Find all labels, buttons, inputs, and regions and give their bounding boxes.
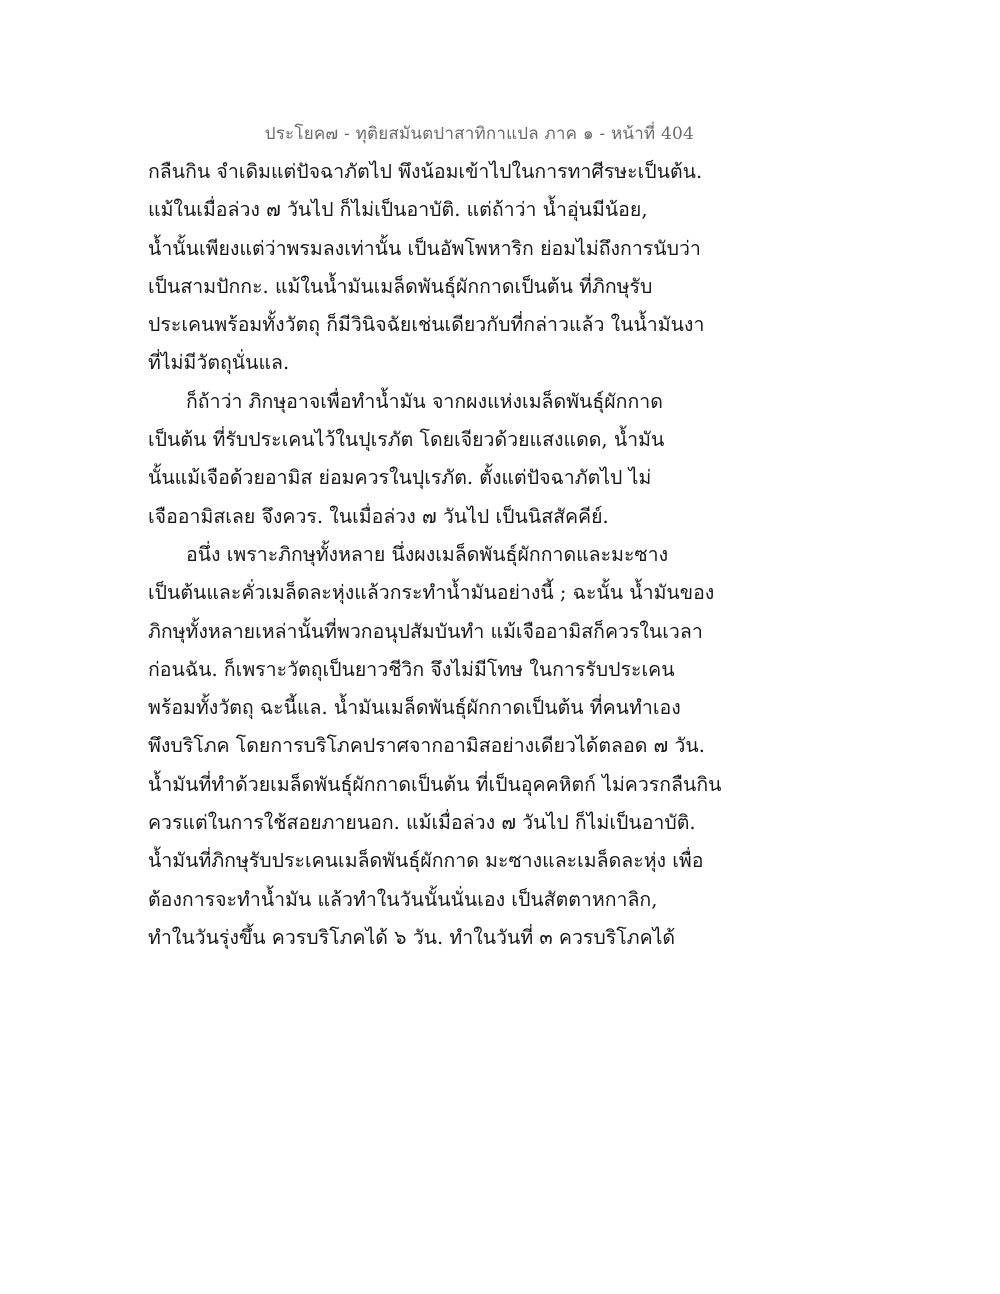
text-line: นั้นแม้เจือด้วยอามิส ย่อมควรในปุเรภัต. ตั้งแต่ปัจฉาภัตไป ไม่: [148, 466, 652, 490]
text-line: ทำในวันรุ่งขึ้น ควรบริโภคได้ ๖ วัน. ทำในวันที่ ๓ ควรบริโภคได้: [148, 925, 676, 949]
running-header: ประโยค๗ - ทุติยสมันตปาสาทิกาแปล ภาค ๑ - หน้าที่ 404: [264, 124, 694, 144]
text-line: ประเคนพร้อมทั้งวัตถุ ก็มีวินิจฉัยเช่นเดียวกับที่กล่าวแล้ว ในน้ำมันงา: [148, 313, 705, 337]
text-line: ที่ไม่มีวัตถุนั่นแล.: [148, 351, 290, 375]
text-line: เป็นต้น ที่รับประเคนไว้ในปุเรภัต โดยเจียวด้วยแสงแดด, น้ำมัน: [148, 428, 665, 452]
text-line: ต้องการจะทำน้ำมัน แล้วทำในวันนั้นนั่นเอง เป็นสัตตาหกาลิก,: [148, 887, 658, 911]
text-line: ภิกษุทั้งหลายเหล่านั้นที่พวกอนุปสัมบันทำ แม้เจืออามิสก็ควรในเวลา: [148, 619, 703, 643]
text-line: พึงบริโภค โดยการบริโภคปราศจากอามิสอย่างเดียวได้ตลอด ๗ วัน.: [148, 734, 705, 758]
text-line: กลืนกิน จำเดิมแต่ปัจฉาภัตไป พึงน้อมเข้าไปในการทาศีรษะเป็นต้น.: [148, 160, 703, 183]
paragraph-start-line: ก็ถ้าว่า ภิกษุอาจเพื่อทำน้ำมัน จากผงแห่งเมล็ดพันธุ์ผักกาด: [186, 389, 663, 413]
text-line: เจืออามิสเลย จึงควร. ในเมื่อล่วง ๗ วันไป เป็นนิสสัคคีย์.: [148, 504, 609, 528]
text-line: น้ำนั้นเพียงแต่ว่าพรมลงเท่านั้น เป็นอัพโพหาริก ย่อมไม่ถึงการนับว่า: [148, 236, 701, 260]
text-line: น้ำมันที่ภิกษุรับประเคนเมล็ดพันธุ์ผักกาด มะซางและเมล็ดละหุ่ง เพื่อ: [148, 849, 704, 873]
body-text: [148, 153, 728, 957]
paragraph-start-line: อนึ่ง เพราะภิกษุทั้งหลาย นึ่งผงเมล็ดพันธุ์ผักกาดและมะซาง: [186, 542, 669, 566]
text-line: ก่อนฉัน. ก็เพราะวัตถุเป็นยาวชีวิก จึงไม่มีโทษ ในการรับประเคน: [148, 657, 675, 681]
text-line: พร้อมทั้งวัตถุ ฉะนี้แล. น้ำมันเมล็ดพันธุ์ผักกาดเป็นต้น ที่คนทำเอง: [148, 696, 681, 720]
text-line: ควรแต่ในการใช้สอยภายนอก. แม้เมื่อล่วง ๗ วันไป ก็ไม่เป็นอาบัติ.: [148, 811, 696, 835]
text-line: น้ำมันที่ทำด้วยเมล็ดพันธุ์ผักกาดเป็นต้น ที่เป็นอุคคหิตก์ ไม่ควรกลืนกิน: [148, 772, 722, 796]
text-line: เป็นต้นและคั่วเมล็ดละหุ่งแล้วกระทำน้ำมันอย่างนี้ ; ฉะนั้น น้ำมันของ: [148, 581, 715, 605]
text-line: เป็นสามปักกะ. แม้ในน้ำมันเมล็ดพันธุ์ผักกาดเป็นต้น ที่ภิกษุรับ: [148, 274, 653, 298]
text-line: แม้ในเมื่อล่วง ๗ วันไป ก็ไม่เป็นอาบัติ. แต่ถ้าว่า น้ำอุ่นมีน้อย,: [148, 198, 648, 222]
